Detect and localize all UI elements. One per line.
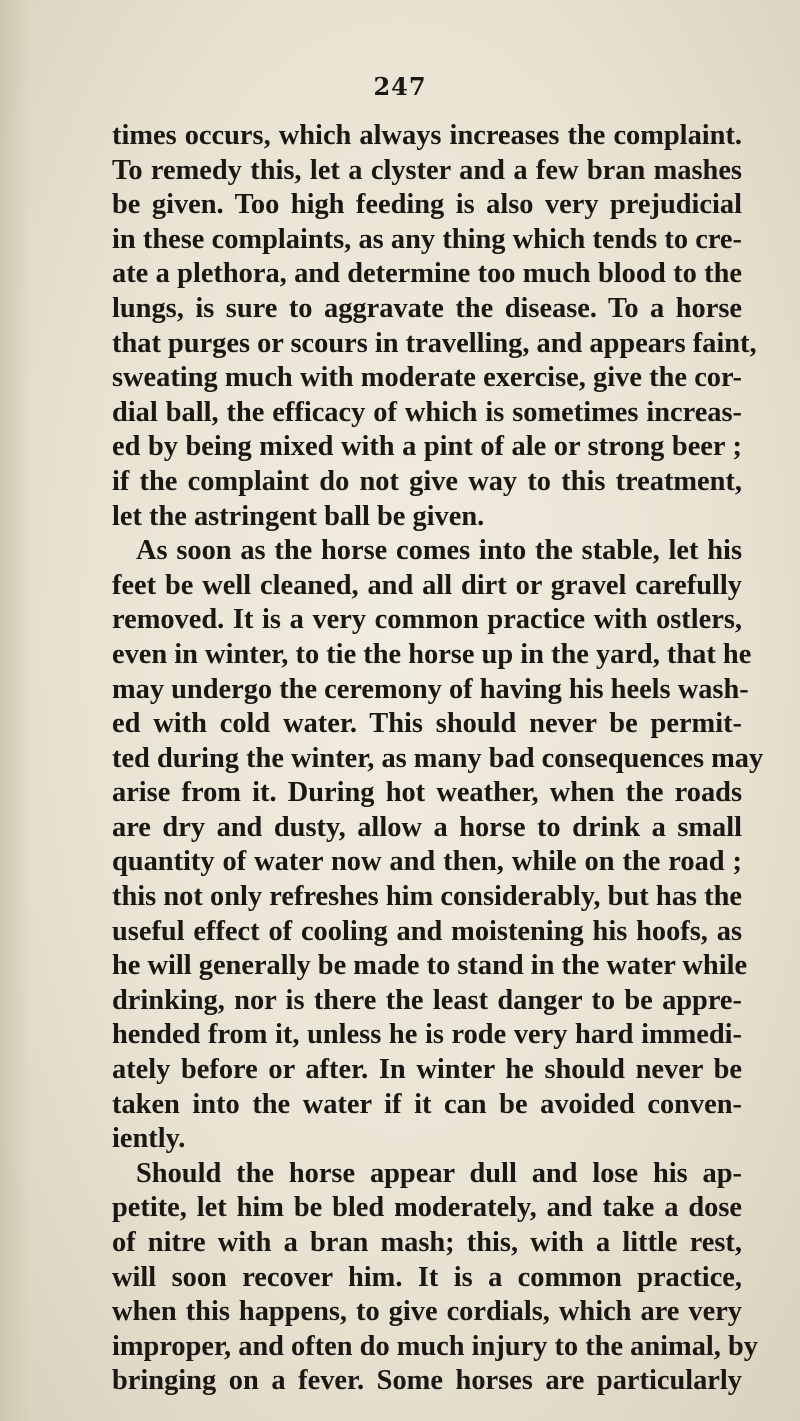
page-number: 247	[373, 72, 427, 101]
text-line: taken into the water if it can be avoided conven-	[112, 1088, 742, 1120]
text-line: that purges or scours in travelling, and appears faint,	[112, 327, 757, 359]
text-line: he will generally be made to stand in the water while	[112, 950, 748, 982]
text-line: are dry and dusty, allow a horse to drink a small	[112, 811, 742, 843]
text-line: ately before or after. In winter he should never be	[112, 1054, 742, 1086]
paragraph-start-line: Should the horse appear dull and lose his ap-	[136, 1157, 742, 1189]
text-line: useful effect of cooling and moistening his hoofs, as	[112, 915, 742, 947]
text-line: quantity of water now and then, while on the road ;	[112, 846, 742, 878]
text-line: sweating much with moderate exercise, give the cor-	[112, 362, 742, 394]
text-line: be given. Too high feeding is also very prejudicial	[112, 189, 742, 221]
text-line: removed. It is a very common practice with ostlers,	[112, 604, 742, 636]
text-line: arise from it. During hot weather, when the roads	[112, 777, 742, 809]
text-line: improper, and often do much injury to the animal, by	[112, 1330, 758, 1362]
text-line: will soon recover him. It is a common practice,	[112, 1261, 742, 1293]
text-line: in these complaints, as any thing which tends to cre-	[112, 223, 742, 255]
text-line: iently.	[112, 1123, 186, 1155]
text-line: if the complaint do not give way to this treatment,	[112, 465, 742, 497]
text-line: this not only refreshes him considerably, but has the	[112, 881, 742, 913]
text-line: lungs, is sure to aggravate the disease. To a horse	[112, 292, 742, 324]
text-line: petite, let him be bled moderately, and take a dose	[112, 1192, 742, 1224]
text-line: when this happens, to give cordials, which are very	[112, 1296, 742, 1328]
text-line: ed by being mixed with a pint of ale or strong beer ;	[112, 431, 742, 463]
text-line: bringing on a fever. Some horses are particularly	[112, 1365, 742, 1397]
text-line: ate a plethora, and determine too much blood to the	[112, 258, 742, 290]
text-line: times occurs, which always increases the complaint.	[112, 120, 742, 151]
text-line: dial ball, the efficacy of which is sometimes increas-	[112, 396, 742, 428]
text-line: To remedy this, let a clyster and a few bran mashes	[112, 154, 742, 186]
text-line: hended from it, unless he is rode very hard immedi-	[112, 1019, 742, 1051]
text-line: ted during the winter, as many bad consequences may	[112, 742, 764, 774]
body-text	[112, 119, 764, 1399]
text-line: even in winter, to tie the horse up in the yard, that he	[112, 638, 752, 670]
text-line: may undergo the ceremony of having his heels wash-	[112, 673, 749, 705]
text-line: of nitre with a bran mash; this, with a little rest,	[112, 1227, 742, 1258]
text-line: let the astringent ball be given.	[112, 500, 485, 532]
text-line: feet be well cleaned, and all dirt or gravel carefully	[112, 569, 742, 601]
text-line: drinking, nor is there the least danger to be appre-	[112, 984, 742, 1016]
text-line: ed with cold water. This should never be permit-	[112, 708, 742, 740]
paragraph-start-line: As soon as the horse comes into the stable, let his	[136, 535, 742, 567]
